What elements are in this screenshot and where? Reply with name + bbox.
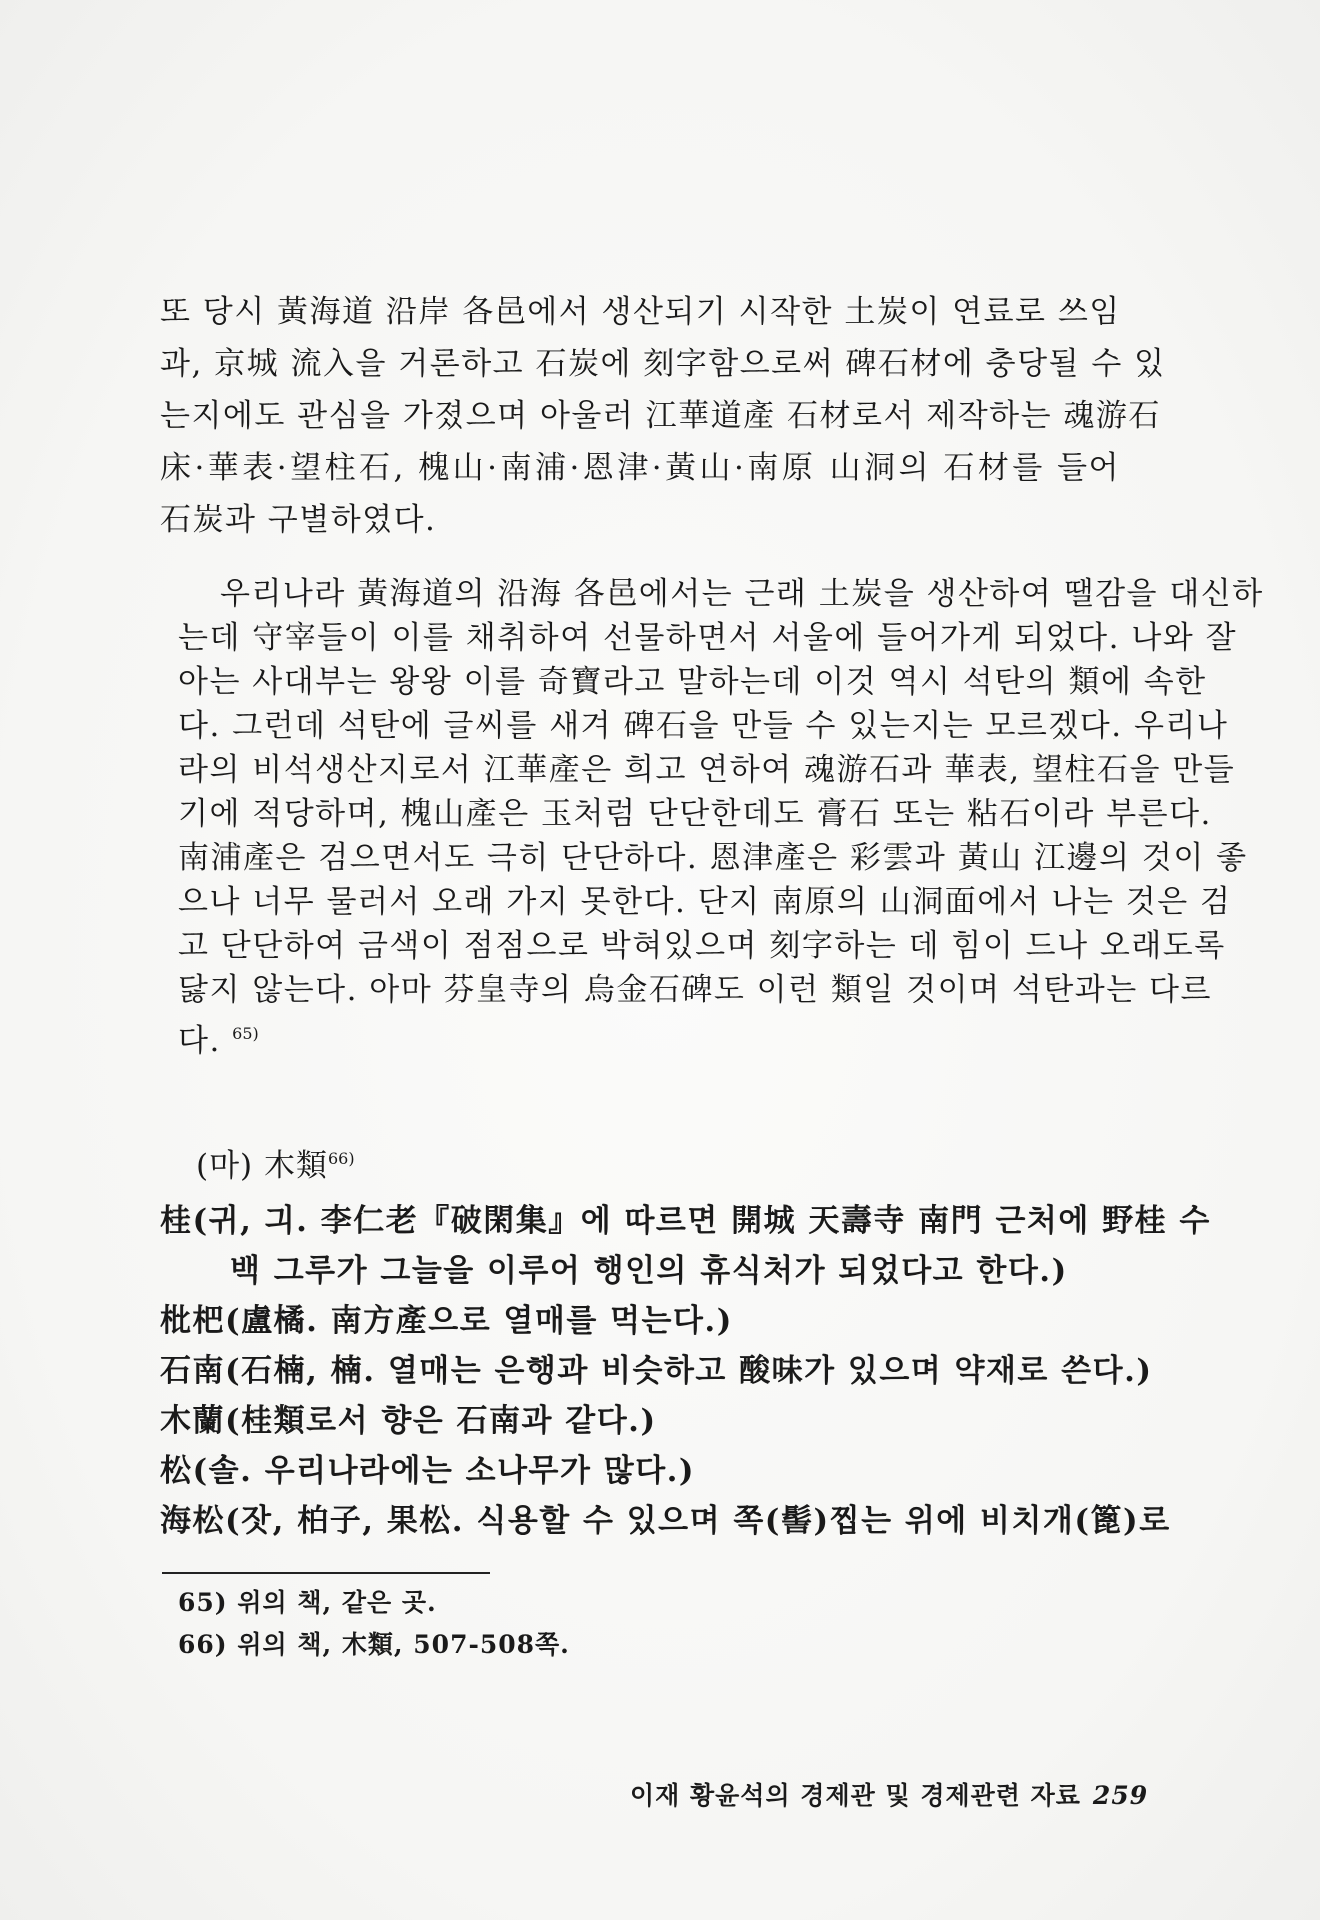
list-item xyxy=(160,1196,1211,1296)
text-line: 다. 그런데 석탄에 글씨를 새겨 碑石을 만들 수 있는지는 모르겠다. 우리나 xyxy=(178,708,1229,744)
footnote-reference: 66) xyxy=(328,1149,355,1168)
footnotes xyxy=(178,1582,570,1666)
text-line: 고 단단하여 금색이 점점으로 박혀있으며 刻字하는 데 힘이 드나 오래도록 xyxy=(178,928,1226,964)
text-line: 桂(귀, 긔. 李仁老『破閑集』에 따르면 開城 天壽寺 南門 근처에 野桂 수 xyxy=(160,1203,1211,1239)
text-line: 아는 사대부는 왕왕 이를 奇寶라고 말하는데 이것 역시 석탄의 類에 속한 xyxy=(178,664,1207,700)
section-heading-text: (마) 木類 xyxy=(196,1148,328,1184)
text-line: 石南(石楠, 楠. 열매는 은행과 비슷하고 酸味가 있으며 약재로 쓴다.) xyxy=(160,1353,1153,1389)
text-line xyxy=(178,1012,1120,1059)
text-line: 우리나라 黃海道의 沿海 各邑에서는 근래 土炭을 생산하여 땔감을 대신하 xyxy=(220,576,1264,612)
text-line-end: 다. xyxy=(178,1023,221,1059)
text-line: 과, 京城 流入을 거론하고 石炭에 刻字함으로써 碑石材에 충당될 수 있 xyxy=(160,346,1166,382)
running-footer-title: 이재 황윤석의 경제관 및 경제관련 자료 xyxy=(630,1781,1081,1810)
paragraph-1 xyxy=(160,286,1166,546)
list-item xyxy=(160,1396,1120,1446)
text-line: 木蘭(桂類로서 향은 石南과 같다.) xyxy=(160,1403,657,1439)
footnote-reference: 65) xyxy=(232,1024,259,1043)
section-heading xyxy=(196,1140,355,1185)
quoted-paragraph xyxy=(178,572,1264,1059)
text-line: 또 당시 黃海道 沿岸 各邑에서 생산되기 시작한 土炭이 연료로 쓰임 xyxy=(160,294,1121,330)
text-line: 닳지 않는다. 아마 芬皇寺의 烏金石碑도 이런 類일 것이며 석탄과는 다르 xyxy=(178,972,1212,1008)
text-line: 石炭과 구별하였다. xyxy=(160,502,437,538)
text-line: 백 그루가 그늘을 이루어 행인의 휴식처가 되었다고 한다.) xyxy=(230,1253,1068,1289)
list-item xyxy=(160,1496,1171,1546)
footnote: 65) 위의 책, 같은 곳. xyxy=(178,1588,437,1617)
footnote: 66) 위의 책, 木類, 507-508쪽. xyxy=(178,1630,570,1659)
entry-list xyxy=(160,1196,1211,1546)
text-line: 南浦產은 검으면서도 극히 단단하다. 恩津產은 彩雲과 黃山 江邊의 것이 좋 xyxy=(178,840,1248,876)
list-item xyxy=(160,1296,1120,1346)
text-line: 기에 적당하며, 槐山產은 玉처럼 단단한데도 膏石 또는 粘石이라 부른다. xyxy=(178,796,1212,832)
footnote-divider xyxy=(162,1572,490,1574)
text-line: 는지에도 관심을 가졌으며 아울러 江華道產 石材로서 제작하는 魂游石 xyxy=(160,398,1161,434)
text-line: 라의 비석생산지로서 江華產은 희고 연하여 魂游石과 華表, 望柱石을 만들 xyxy=(178,752,1236,788)
list-item xyxy=(160,1346,1153,1396)
text-line: 으나 너무 물러서 오래 가지 못한다. 단지 南原의 山洞面에서 나는 것은 검 xyxy=(178,884,1232,920)
text-line: 床·華表·望柱石, 槐山·南浦·恩津·黃山·南原 山洞의 石材를 들어 xyxy=(160,450,1120,486)
page-number: 259 xyxy=(1092,1781,1149,1810)
text-line: 枇杷(盧橘. 南方產으로 열매를 먹는다.) xyxy=(160,1303,733,1339)
list-item xyxy=(160,1446,1120,1496)
text-line: 海松(잣, 柏子, 果松. 식용할 수 있으며 쪽(髻)찝는 위에 비치개(篦)로 xyxy=(160,1503,1171,1539)
running-footer xyxy=(630,1776,1148,1812)
text-line: 는데 守宰들이 이를 채취하여 선물하면서 서울에 들어가게 되었다. 나와 잘 xyxy=(178,620,1238,656)
text-line: 松(솔. 우리나라에는 소나무가 많다.) xyxy=(160,1453,696,1489)
